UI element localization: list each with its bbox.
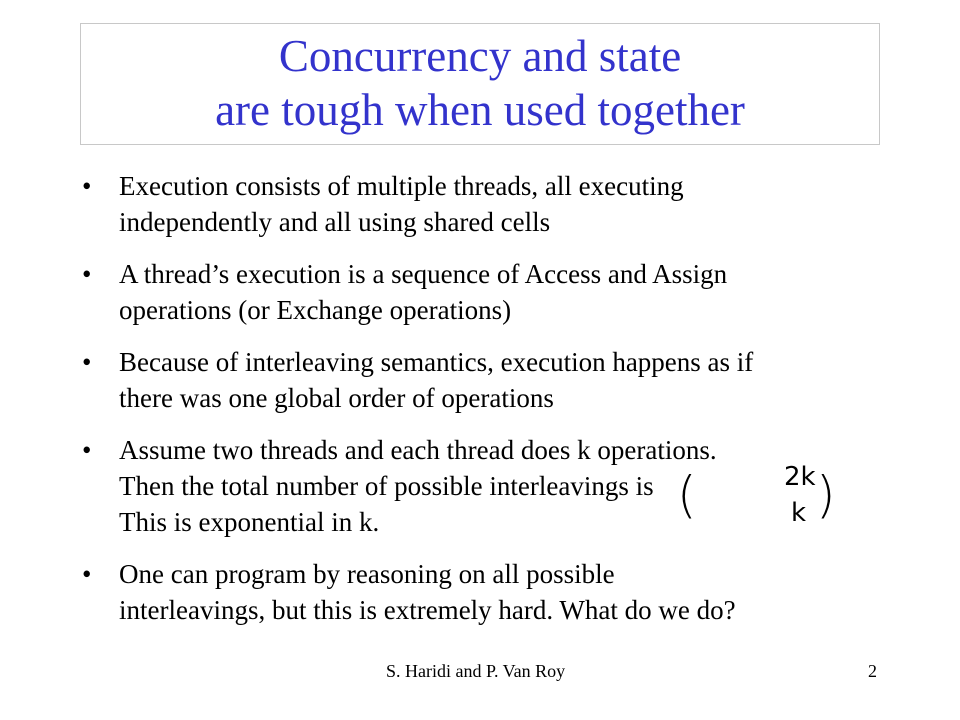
bullet-line: interleavings, but this is extremely hard. What do we do? [119, 595, 736, 625]
page-number: 2 [868, 661, 877, 681]
bullet-item [82, 256, 882, 328]
binomial-right-paren: ) [816, 466, 836, 524]
bullet-line: Because of interleaving semantics, execution happens as if [119, 347, 754, 377]
title-line-1: Concurrency and state [278, 31, 682, 81]
bullet-marker: • [82, 347, 92, 377]
bullet-line: operations (or Exchange operations) [119, 295, 512, 325]
title-line-2: are tough when used together [215, 85, 745, 135]
bullet-line: Assume two threads and each thread does k operations. [119, 435, 717, 465]
bullet-line: A thread’s execution is a sequence of Access and Assign [119, 259, 728, 289]
binomial-left-paren: ( [677, 466, 697, 524]
binomial-bottom: k [791, 498, 807, 528]
bullet-marker: • [82, 559, 92, 589]
bullet-marker: • [82, 171, 92, 201]
bullet-line: One can program by reasoning on all possible [119, 559, 615, 589]
bullet-marker: • [82, 435, 92, 465]
bullet-line: Then the total number of possible interleavings is [119, 471, 654, 501]
bullet-item [82, 556, 882, 628]
bullet-item [82, 168, 882, 240]
bullet-item [82, 344, 882, 416]
binomial-top: 2k [784, 462, 816, 492]
bullet-list [82, 168, 882, 644]
bullet-line: This is exponential in k. [119, 507, 380, 537]
slide-title [80, 23, 880, 145]
bullet-line: independently and all using shared cells [119, 207, 551, 237]
bullet-marker: • [82, 259, 92, 289]
binomial-coefficient [677, 456, 837, 536]
bullet-line: Execution consists of multiple threads, all executing [119, 171, 684, 201]
bullet-line: there was one global order of operations [119, 383, 554, 413]
footer-author: S. Haridi and P. Van Roy [386, 661, 566, 681]
